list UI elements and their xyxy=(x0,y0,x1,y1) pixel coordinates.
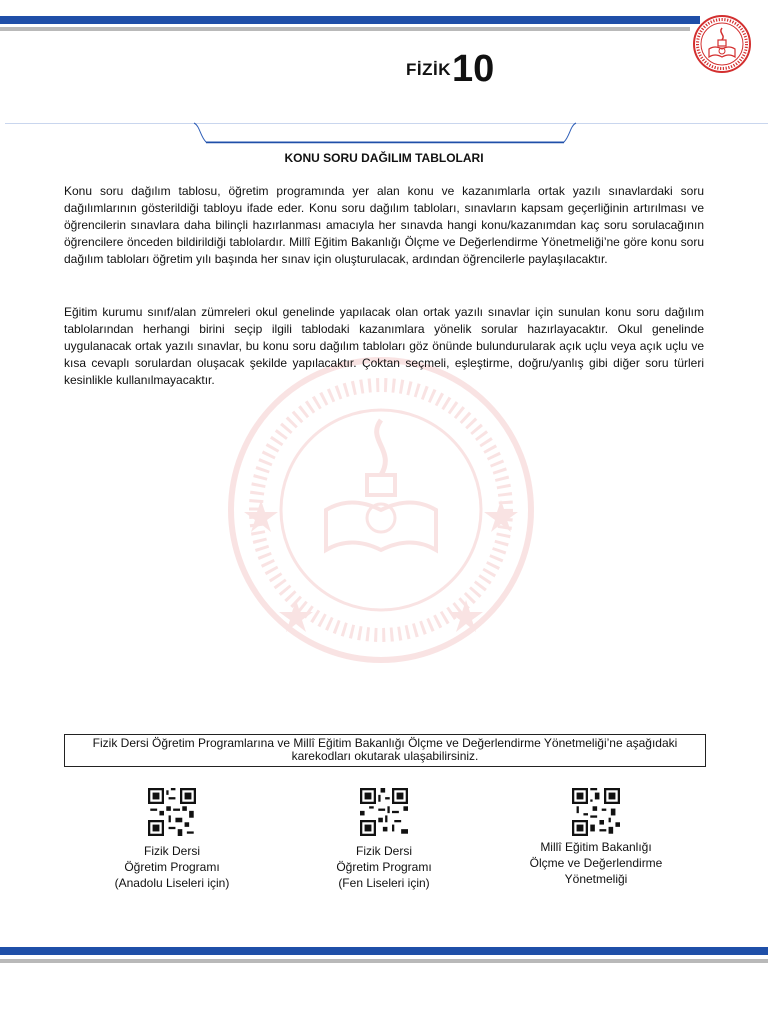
section-heading: KONU SORU DAĞILIM TABLOLARI xyxy=(284,151,484,165)
qr-code-icon[interactable] xyxy=(572,788,620,836)
meb-watermark-logo xyxy=(221,350,541,670)
bottom-gray-bar xyxy=(0,959,768,963)
meb-seal-icon xyxy=(692,14,752,74)
header-tab xyxy=(192,122,578,144)
qr-caption: Fizik Dersi Öğretim Programı (Fen Liseleri için) xyxy=(336,844,432,890)
top-blue-bar xyxy=(0,16,700,24)
qr-item-yonetmelik[interactable] xyxy=(496,788,696,887)
page-title xyxy=(406,48,494,88)
qr-item-fen[interactable] xyxy=(284,788,484,891)
grade-number: 10 xyxy=(452,48,495,90)
qr-code-icon[interactable] xyxy=(148,788,196,836)
qr-caption: Fizik Dersi Öğretim Programı (Anadolu Liseleri için) xyxy=(114,844,230,890)
bottom-blue-bar xyxy=(0,947,768,955)
paragraph-1: Konu soru dağılım tablosu, öğretim programında yer alan konu ve kazanımlarla ortak yazılı sınavlardaki soru dağılımlarının gösterildiği tabloyu ifade eder. Konu soru dağılım tabloları, sınavların kapsam geçerliğinin artırılması ve öğrencilerin sınavlara daha bilinçli hazırlanması amacıyla her sınavda hangi konu/kazanımdan kaç soru sorulacağının öğrencilere önceden bildirildiği tablolardır. Millî Eğitim Bakanlığı Ölçme ve Değerlendirme Yönetmeliği’ne göre konu soru dağılım tabloları öğretim yılı başında her sınav için oluşturulacak, ardından öğrencilerle paylaşılacaktır. xyxy=(64,184,704,266)
qr-code-icon[interactable] xyxy=(360,788,408,836)
qr-caption: Millî Eğitim Bakanlığı Ölçme ve Değerlendirme Yönetmeliği xyxy=(529,840,663,886)
paragraph-2: Eğitim kurumu sınıf/alan zümreleri okul genelinde yapılacak olan ortak yazılı sınavlar için sunulan konu soru dağılım tablolarından herhangi birini seçip ilgili tablodaki kazanımlara yönelik sorular hazırlayacaktır. Okul genelinde uygulanacak ortak yazılı sınavlar, bu konu soru dağılım tabloları göz önünde bulundurularak açık uçlu veya açık uçlu ve kısa cevaplı sorulardan oluşacak şekilde yapılacaktır. Çoktan seçmeli, eşleştirme, doğru/yanlış gibi diğer soru türleri kesinlikle kullanılmayacaktır. xyxy=(64,305,704,387)
subject-label: FİZİK xyxy=(406,60,451,79)
top-gray-bar xyxy=(0,27,690,31)
qr-notice-box: Fizik Dersi Öğretim Programlarına ve Millî Eğitim Bakanlığı Ölçme ve Değerlendirme Yönetmeliği’ne aşağıdaki karekodları okutarak ulaşabilirsiniz. xyxy=(64,734,706,767)
qr-item-anadolu[interactable] xyxy=(72,788,272,891)
